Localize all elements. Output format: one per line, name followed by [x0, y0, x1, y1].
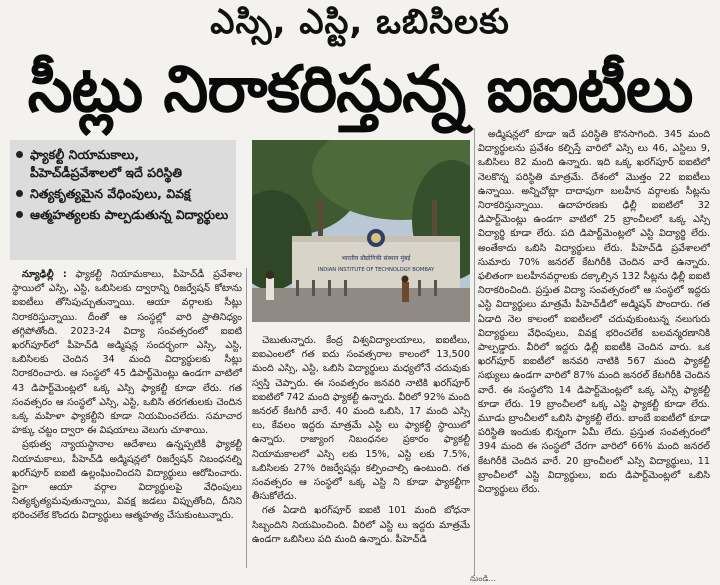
article-paragraph: అడ్మిషన్లలో కూడా ఇదే పరిస్థితి కొనసాగింది. 345 మంది విద్యార్థులను ప్రవేశం కల్పిస్తే వారిలో ఎస్సి లు 46, ఎస్టిలు 9, ఒబిసిలు 82 మంది ఉన్నారు. ఇది ఒక్క ఖరగ్‌పూర్ ఐఐటిలో నెలకొన్న పరిస్థితి మాత్రమే. దేశంలో మొత్తం 22 ఐఐటీలు ఉన్నాయి. అన్నిచోట్లా దాదాపుగా బలహీన వర్గాలకు సీట్లను నిరాకరిస్తున్నాయి. ఉదాహరణకు ఢిల్లీ ఐఐటిలో 32 డిపార్ట్‌మెంట్లు ఉండగా వాటిలో 25 బ్రాంచీలలో ఒక్క ఎస్సి విద్యార్థి కూడా లేరు. పది డిపార్ట్‌మెంట్లలో ఎస్టి విద్యార్థి లేరు. అంతేకాదు ఒబిసి విద్యార్థులు లేరు. పీహెచ్‌డి ప్రవేశాలలో సుమారు 70% జనరల్ కేటగిరీకి చెందిన వారే ఉన్నారు. ఫలితంగా బలహీనవర్గాలకు దక్కాల్సిన 132 సీట్లను ఢిల్లీ ఐఐటి నిరాకరించింది. ప్రస్తుత విద్యా సంవత్సరంలో ఆ సంస్థలో ఇద్దరు ఎస్టి విద్యార్థులు మాత్రమే పీహెచ్‌డీలో అడ్మిషన్ పొందారు. గత ఏడాది నెల కాలంలో ఐఐటీలలో చదువుకుంటున్న నలుగురు విద్యార్థులు వేధింపులు, వివక్ష భరించలేక బలవన్మరణానికి పాల్పడ్డారు. వీరిలో ఇద్దరు ఢిల్లీ ఐఐటీకి చెందిన వారు. ఒక ఖరగ్‌పూర్ ఐఐటీలో జనవరి నాటికి 567 మంది ఫ్యాకల్టీ సభ్యులు ఉండగా వారిలో 87% మంది జనరల్ కేటగిరీకి చెందిన వారే. ఈ సంస్థలోని 14 డిపార్ట్‌మెంట్లలో ఒక్క ఎస్సి ఫ్యాకల్టీ కూడా లేరు. 19 బ్రాంచీలలో ఒక్క ఎస్టి ఫ్యాకల్టీ కూడా లేరు. మూడు బ్రాంచీలలో ఒబిసి ఫ్యాకల్టీ లేరు. బాంబే ఐఐటీలో కూడా పరిస్థితి ఇందుకు భిన్నంగా ఏమీ లేదు. ప్రస్తుత సంవత్సరంలో 394 మంది ఈ సంస్థలో చేరగా వారిలో 66% మంది జనరల్ కేటగిరీకి చెందిన వారే. 20 బ్రాంచీలలో ఎస్సి విద్యార్థులు, 11 బ్రాంచీలలో ఎస్టి విద్యార్థులు, ఐదు డిపార్ట్‌మెంట్లలో ఒబిసి విద్యార్థులు లేరు.: [478, 129, 710, 496]
highlight-item: [14, 146, 232, 182]
article-column-middle: [252, 334, 470, 570]
article-paragraph: ఫ్యాకల్టీ నియామకాలు, పీహెచ్‌డీ ప్రవేశాల స్థాయిలో ఎస్సి, ఎస్టి, ఒబిసిలకు ద్వారాన్ని రిజర్వేషన్ కోటాను ఐఐటీలు తోసిపుచ్చుతున్నాయి. ఆయా వర్గాలకు సీట్లు నిరాకరిస్తున్నాయి. దీంతో ఆ సంస్థల్లో వారి ప్రాతినిధ్యం తగ్గిపోతోంది. 2023-24 విద్యా సంవత్సరంలో ఐఐటి ఖరగ్‌పూర్‌లో పీహెచ్‌డి అడ్మిషన్ల సందర్భంగా ఎస్సి, ఎస్టి, ఒబిసిలకు చెందిన 34 మంది విద్యార్థులకు సీట్లు నిరాకరించారు. ఆ సంస్థలో 45 డిపార్ట్‌మెంట్లు ఉండగా వాటిలో 43 డిపార్ట్‌మెంట్లలో ఒక్క ఎస్సి ఫ్యాకల్టీ కూడా లేరు. గత సంవత్సరం ఆ సంస్థలో ఎస్సి, ఎస్టి, ఒబిసి తరగతులకు చెందిన ఒక్క మహిళా ఫ్యాకల్టీని కూడా నియమించలేదు. సమాచార హక్కు చట్టం ద్వారా ఈ విషయాలు వెలుగు చూశాయి.: [12, 269, 242, 437]
article-column-left: [12, 268, 242, 568]
article-paragraph: ప్రభుత్వ న్యాయస్థానాల ఆదేశాలు ఉన్నప్పటికీ ఫ్యాకల్టీ నియామకాలు, పీహెచ్‌డి అడ్మిషన్లలో రిజర్వేషన్ నిబంధనల్ని ఖరగ్‌పూర్ ఐఐటి ఉల్లంఘించిందని విద్యార్థులు ఆరోపించారు. పైగా ఆయా వర్గాల విద్యార్థులపై వేధింపులు నిత్యకృత్యమవుతున్నాయి, వివక్ష జడలు విప్పుతోంది, దీనిని భరించలేక కొందరు విద్యార్థులు ఆత్మహత్య చేసుకుంటున్నారు.: [12, 439, 242, 522]
highlight-text: ఫ్యాకల్టీ నియామకాలు, పీహెచ్‌డీప్రవేశాలలో ఇదే పరిస్థితి: [30, 147, 183, 180]
kicker-headline: ఎస్సి, ఎస్టి, ఒబిసిలకు: [210, 2, 510, 42]
main-headline: సీట్లు నిరాకరిస్తున్న ఐఐటీలు: [27, 53, 693, 127]
article-paragraph: గత ఏడాది ఖరగ్‌పూర్ ఐఐటి 101 మంది బోధనా సిబ్బందిని నియమించింది. వీరిలో ఎస్టి లు ఇద్దరు మాత్రమే ఉండగా ఒబిసిలు పది మంది ఉన్నారు. పీహెచ్‌డి: [252, 505, 470, 545]
dateline: న్యూఢిల్లీ :: [22, 269, 67, 280]
highlight-text: ఆత్మహత్యలకు పాల్పడుతున్న విద్యార్థులు: [30, 207, 229, 222]
iit-bombay-gate-photo: [252, 140, 470, 322]
highlight-item: [14, 206, 232, 224]
bullet-icon: [16, 151, 23, 158]
highlights-box: [10, 140, 236, 260]
gate-sign-hindi: भारतीय प्रौद्योगिकी संस्थान मुंबई: [341, 255, 411, 262]
bullet-icon: [16, 190, 23, 197]
footer-credit: నుండి...: [470, 574, 496, 583]
bullet-icon: [16, 211, 23, 218]
column-divider: [474, 128, 475, 576]
column-divider: [246, 268, 247, 568]
gate-sign-english: INDIAN INSTITUTE OF TECHNOLOGY BOMBAY: [317, 267, 435, 273]
highlight-text: నిత్యకృత్యమైన వేధింపులు, వివక్ష: [30, 186, 191, 201]
article-paragraph: చెబుతున్నారు. కేంద్ర విశ్వవిద్యాలయాలు, ఐఐటీలు, ఐఐఎంలలో గత ఐదు సంవత్సరాల కాలంలో 13,500 మంది ఎస్సి, ఎస్టి, ఒబిసి విద్యార్థులు మధ్యలోనే చదువుకు స్వస్తి చెప్పారు. ఈ సంవత్సరం జనవరి నాటికి ఖరగ్‌పూర్ ఐఐటిలో 742 మంది ఫ్యాకల్టీ ఉన్నారు. వీరిలో 92% మంది జనరల్ కేటగిరీ వారే. 40 మంది ఒబిసి, 17 మంది ఎస్సి లు, కేవలం ఇద్దరు మాత్రమే ఎస్టి లు ఫ్యాకల్టీ స్థాయిలో ఉన్నారు. రాజ్యాంగ నిబంధనల ప్రకారం ఫ్యాకల్టీ నియామకాలలో ఎస్సి లకు 15%, ఎస్టి లకు 7.5%, ఒబిసిలకు 27% రిజర్వేషన్లు కల్పించాల్సి ఉంటుంది. గత సంవత్సరం ఆ సంస్థలో ఒక్క ఎస్టి ని కూడా ఫ్యాకల్టీగా తీసుకోలేదు.: [252, 335, 470, 503]
highlight-item: [14, 185, 232, 203]
photo-illustration: [252, 140, 470, 322]
article-column-right: [478, 128, 710, 576]
